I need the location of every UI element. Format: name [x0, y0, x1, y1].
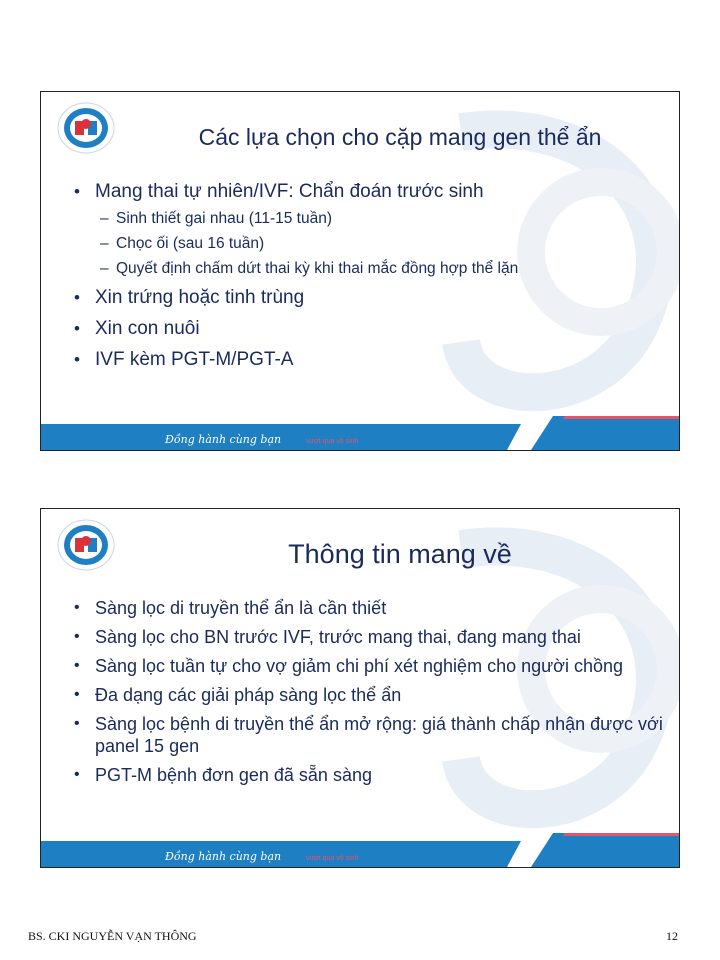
- sub-bullet-item: – Sinh thiết gai nhau (11-15 tuần): [41, 209, 679, 229]
- page-number: 12: [666, 929, 678, 943]
- footer-slogan: Đồng hành cùng bạn: [165, 433, 282, 446]
- bullet-list: [41, 597, 679, 793]
- footer-band: [41, 416, 680, 450]
- sub-bullet-item: – Chọc ối (sau 16 tuần): [41, 234, 679, 254]
- slide-title: Các lựa chọn cho cặp mang gen thể ẩn: [198, 124, 602, 150]
- footer-subtext: vượt qua vô sinh: [306, 855, 359, 862]
- slide-1: [40, 91, 680, 451]
- sub-bullet-item: – Quyết định chấm dứt thai kỳ khi thai mắc đồng hợp thể lặn: [41, 259, 679, 279]
- bullet-item: • Sàng lọc tuần tự cho vợ giảm chi phí xét nghiệm cho người chồng: [41, 655, 679, 677]
- bullet-item: • Mang thai tự nhiên/IVF: Chẩn đoán trước sinh: [41, 180, 679, 203]
- bullet-item: • Xin con nuôi: [41, 317, 679, 340]
- slide-title: Thông tin mang về: [288, 539, 512, 569]
- bullet-item: • IVF kèm PGT-M/PGT-A: [41, 348, 679, 371]
- bullet-item: • Đa dạng các giải pháp sàng lọc thể ẩn: [41, 684, 679, 706]
- hospital-logo: [55, 100, 117, 156]
- page-author: BS. CKI NGUYỄN VẠN THÔNG: [28, 929, 197, 943]
- bullet-list: [41, 180, 679, 379]
- footer-slogan: Đồng hành cùng bạn: [165, 850, 282, 863]
- bullet-item: • Sàng lọc di truyền thể ẩn là cần thiết: [41, 597, 679, 619]
- hospital-logo: [55, 517, 117, 573]
- footer-subtext: vượt qua vô sinh: [306, 438, 359, 445]
- bullet-item: • Sàng lọc bệnh di truyền thể ẩn mở rộng: giá thành chấp nhận được với panel 15 gen: [41, 713, 679, 757]
- bullet-item: • PGT-M bệnh đơn gen đã sẵn sàng: [41, 764, 679, 786]
- footer-band: [41, 833, 680, 867]
- bullet-item: • Xin trứng hoặc tinh trùng: [41, 286, 679, 309]
- slide-2: [40, 508, 680, 868]
- bullet-item: • Sàng lọc cho BN trước IVF, trước mang thai, đang mang thai: [41, 626, 679, 648]
